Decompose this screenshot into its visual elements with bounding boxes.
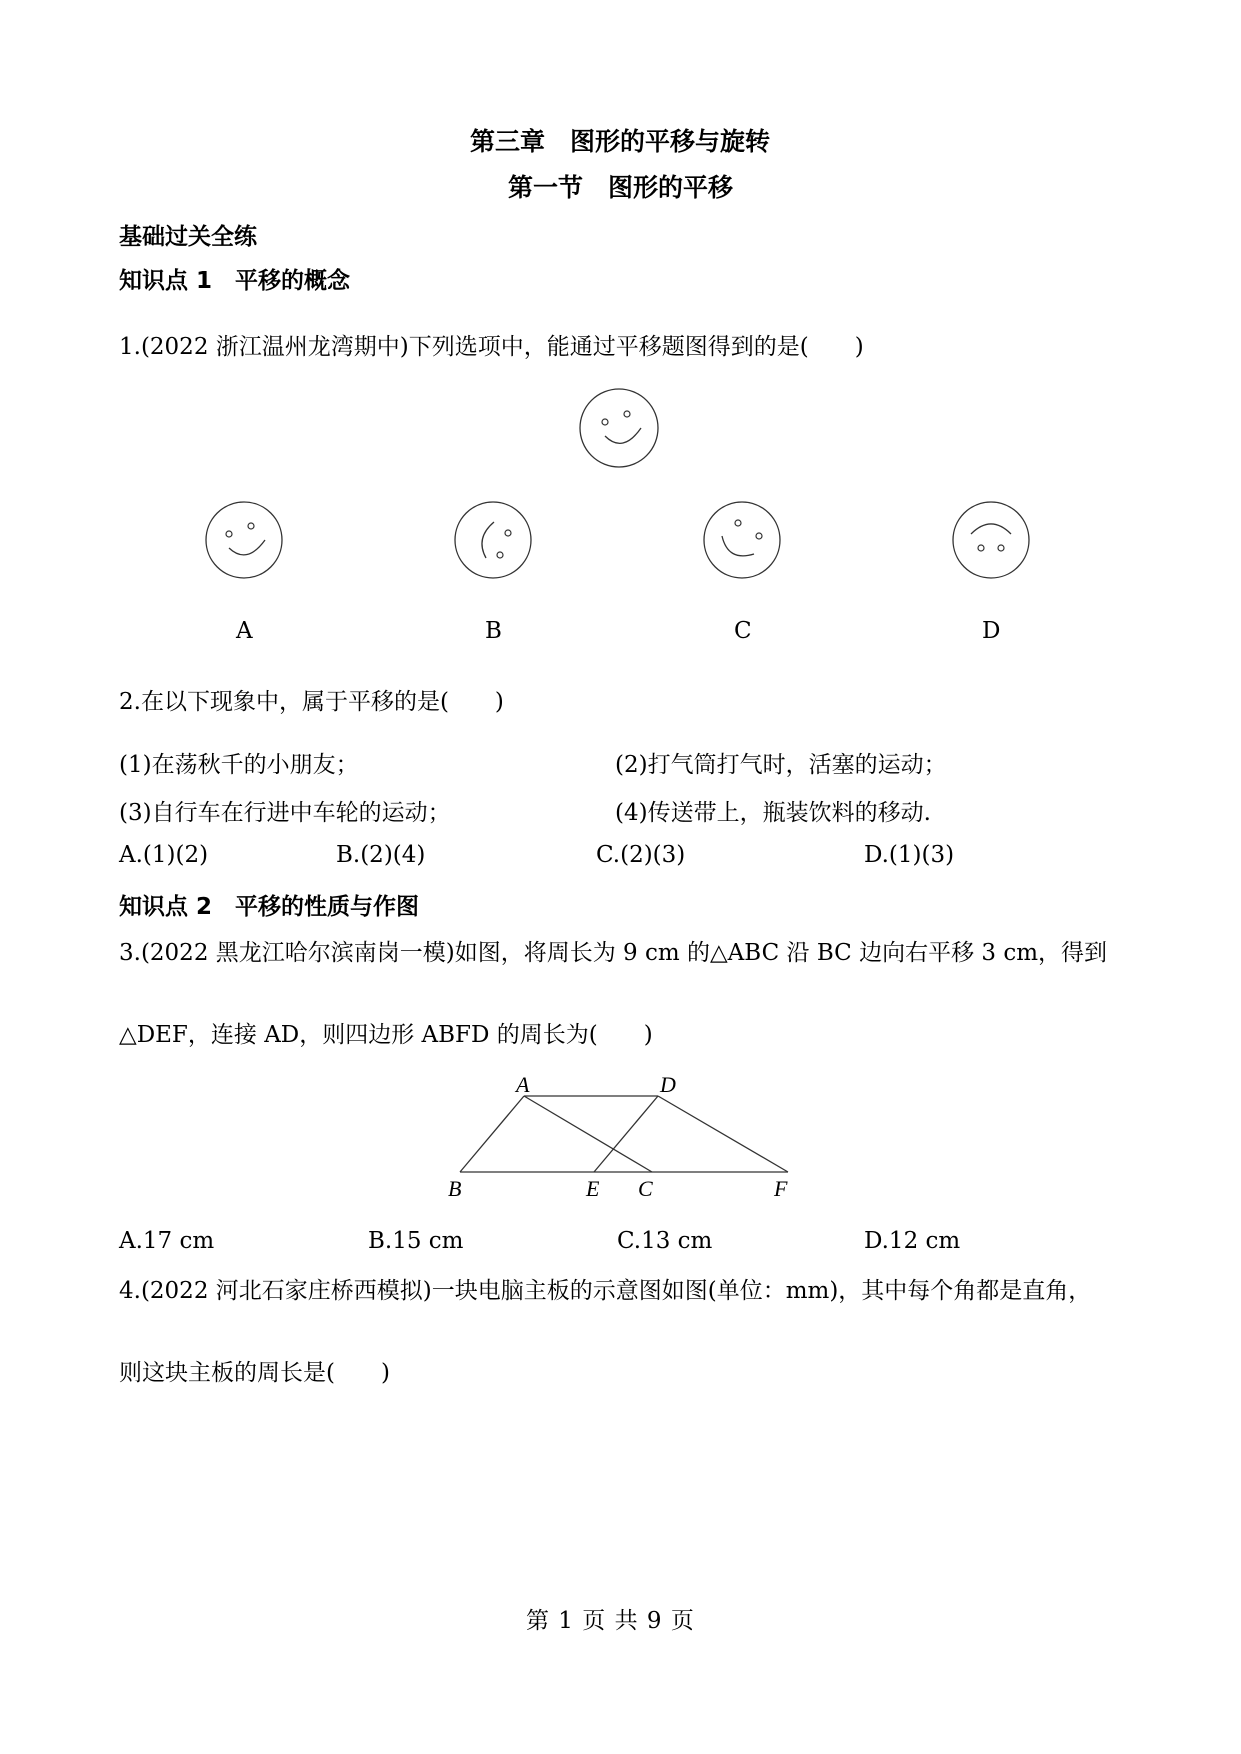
q3-option-c: C.13 cm <box>617 1228 713 1254</box>
page-footer: 第 1 页 共 9 页 <box>526 1608 695 1634</box>
q1-option-label-b: B <box>485 618 502 644</box>
q2-item-2: (2)打气筒打气时，活塞的运动； <box>615 752 947 778</box>
q1-original-face <box>578 387 660 469</box>
chapter-title: 第三章 图形的平移与旋转 <box>470 127 771 156</box>
segment-de <box>594 1096 658 1172</box>
practice-heading: 基础过关全练 <box>119 224 257 250</box>
q2-option-c: C.(2)(3) <box>596 842 686 868</box>
q2-option-d: D.(1)(3) <box>864 842 955 868</box>
q1-face-a <box>204 500 284 580</box>
q2-stem: 2.在以下现象中，属于平移的是( ) <box>119 689 504 715</box>
point-label-b: B <box>448 1176 462 1201</box>
q1-face-b <box>453 500 533 580</box>
q1-stem: 1.(2022 浙江温州龙湾期中)下列选项中，能通过平移题图得到的是( ) <box>119 334 864 360</box>
point-label-c: C <box>638 1176 653 1201</box>
q3-option-b: B.15 cm <box>368 1228 464 1254</box>
point-label-a: A <box>516 1072 530 1097</box>
q1-face-d <box>951 500 1031 580</box>
point-label-d: D <box>660 1072 676 1097</box>
point-label-e: E <box>586 1176 600 1201</box>
q3-triangle-figure <box>440 1070 800 1210</box>
q3-stem-line2: △DEF，连接 AD，则四边形 ABFD 的周长为( ) <box>119 1022 653 1048</box>
q4-stem-line2: 则这块主板的周长是( ) <box>119 1360 390 1386</box>
q2-item-4: (4)传送带上，瓶装饮料的移动. <box>615 800 931 826</box>
segment-df <box>658 1096 788 1172</box>
segment-ab <box>460 1096 524 1172</box>
q3-option-d: D.12 cm <box>864 1228 961 1254</box>
section-title: 第一节 图形的平移 <box>508 173 734 202</box>
q3-stem-line1: 3.(2022 黑龙江哈尔滨南岗一模)如图，将周长为 9 cm 的△ABC 沿 BC 边向右平移 3 cm，得到 <box>119 940 1108 966</box>
point-label-f: F <box>774 1176 788 1201</box>
q1-face-c <box>702 500 782 580</box>
q1-option-label-c: C <box>734 618 752 644</box>
knowledge-point-1: 知识点 1 平移的概念 <box>119 268 351 294</box>
q1-option-label-d: D <box>982 618 1001 644</box>
q2-option-b: B.(2)(4) <box>336 842 426 868</box>
q4-stem-line1: 4.(2022 河北石家庄桥西模拟)一块电脑主板的示意图如图(单位：mm)，其中每个角都是直角， <box>119 1278 1092 1304</box>
knowledge-point-2: 知识点 2 平移的性质与作图 <box>119 894 420 920</box>
q2-item-3: (3)自行车在行进中车轮的运动； <box>119 800 451 826</box>
q2-item-1: (1)在荡秋千的小朋友； <box>119 752 359 778</box>
segment-ac <box>524 1096 652 1172</box>
q1-option-label-a: A <box>236 618 253 644</box>
q2-option-a: A.(1)(2) <box>119 842 209 868</box>
q3-option-a: A.17 cm <box>119 1228 215 1254</box>
